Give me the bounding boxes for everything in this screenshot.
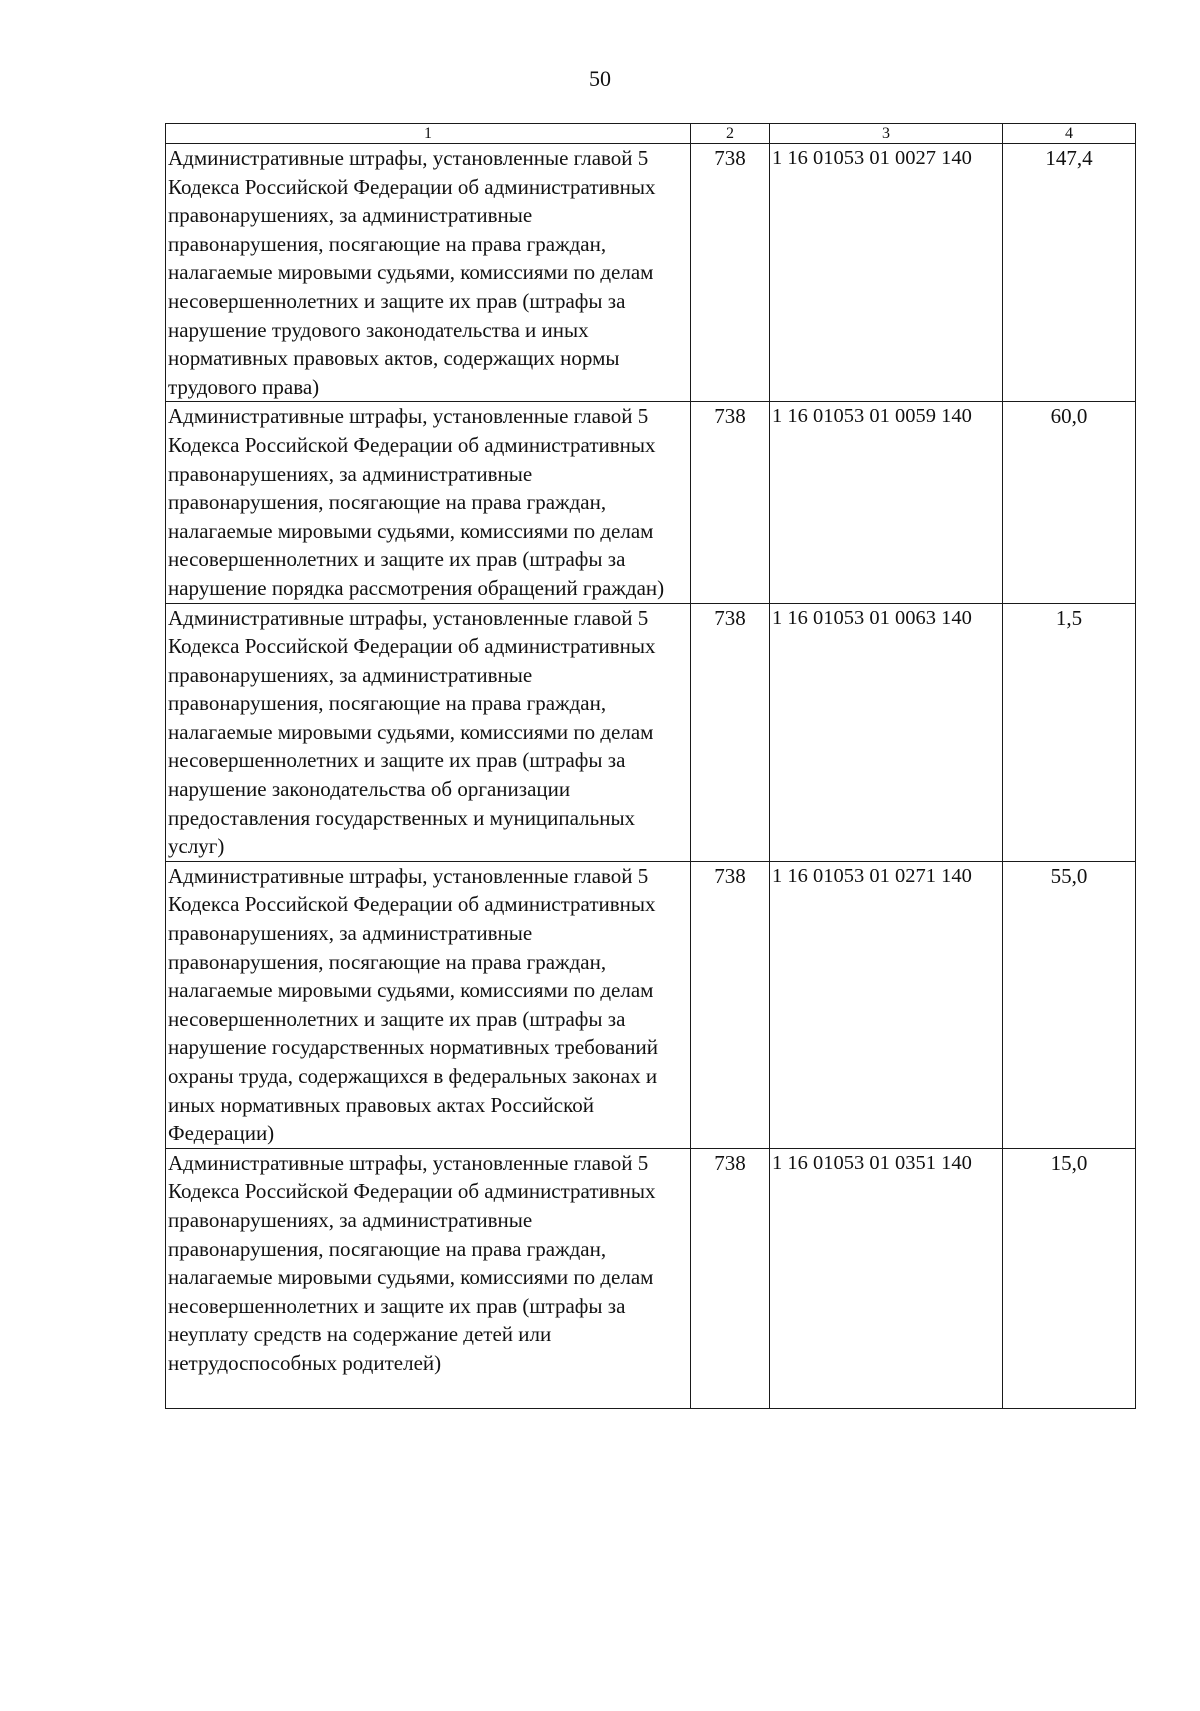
row-amount: 55,0 <box>1003 861 1136 1148</box>
budget-revenue-table <box>165 123 1136 1409</box>
column-header-2: 2 <box>691 124 770 144</box>
row-description: Административные штрафы, установленные главой 5 Кодекса Российской Федерации об административных правонарушениях, за административные правонарушения, посягающие на права граждан, налагаемые мировыми судьями, комиссиями по делам несовершеннолетних и защите их прав (штрафы за нарушение законодательства об организации предоставления государственных и муниципальных услуг) <box>166 603 691 861</box>
table-row <box>166 603 1136 861</box>
row-amount: 15,0 <box>1003 1148 1136 1408</box>
row-admin-code: 738 <box>691 861 770 1148</box>
row-admin-code: 738 <box>691 402 770 603</box>
row-kbk-code: 1 16 01053 01 0063 140 <box>770 603 1003 861</box>
column-header-4: 4 <box>1003 124 1136 144</box>
row-description: Административные штрафы, установленные главой 5 Кодекса Российской Федерации об административных правонарушениях, за административные правонарушения, посягающие на права граждан, налагаемые мировыми судьями, комиссиями по делам несовершеннолетних и защите их прав (штрафы за нарушение трудового законодательства и иных нормативных правовых актов, содержащих нормы трудового права) <box>166 144 691 402</box>
table-row <box>166 1148 1136 1408</box>
page-number: 50 <box>589 66 611 91</box>
row-kbk-code: 1 16 01053 01 0027 140 <box>770 144 1003 402</box>
column-header-1: 1 <box>166 124 691 144</box>
row-kbk-code: 1 16 01053 01 0271 140 <box>770 861 1003 1148</box>
row-admin-code: 738 <box>691 144 770 402</box>
table-row <box>166 402 1136 603</box>
row-amount: 60,0 <box>1003 402 1136 603</box>
table-row <box>166 144 1136 402</box>
table-row <box>166 861 1136 1148</box>
column-header-3: 3 <box>770 124 1003 144</box>
row-kbk-code: 1 16 01053 01 0351 140 <box>770 1148 1003 1408</box>
row-admin-code: 738 <box>691 1148 770 1408</box>
row-description: Административные штрафы, установленные главой 5 Кодекса Российской Федерации об административных правонарушениях, за административные правонарушения, посягающие на права граждан, налагаемые мировыми судьями, комиссиями по делам несовершеннолетних и защите их прав (штрафы за нарушение государственных нормативных требований охраны труда, содержащихся в федеральных законах и иных нормативных правовых актах Российской Федерации) <box>166 861 691 1148</box>
row-description: Административные штрафы, установленные главой 5 Кодекса Российской Федерации об административных правонарушениях, за административные правонарушения, посягающие на права граждан, налагаемые мировыми судьями, комиссиями по делам несовершеннолетних и защите их прав (штрафы за неуплату средств на содержание детей или нетрудоспособных родителей) <box>166 1148 691 1408</box>
row-admin-code: 738 <box>691 603 770 861</box>
row-amount: 147,4 <box>1003 144 1136 402</box>
table-header-row <box>166 124 1136 144</box>
row-kbk-code: 1 16 01053 01 0059 140 <box>770 402 1003 603</box>
row-description: Административные штрафы, установленные главой 5 Кодекса Российской Федерации об административных правонарушениях, за административные правонарушения, посягающие на права граждан, налагаемые мировыми судьями, комиссиями по делам несовершеннолетних и защите их прав (штрафы за нарушение порядка рассмотрения обращений граждан) <box>166 402 691 603</box>
row-amount: 1,5 <box>1003 603 1136 861</box>
